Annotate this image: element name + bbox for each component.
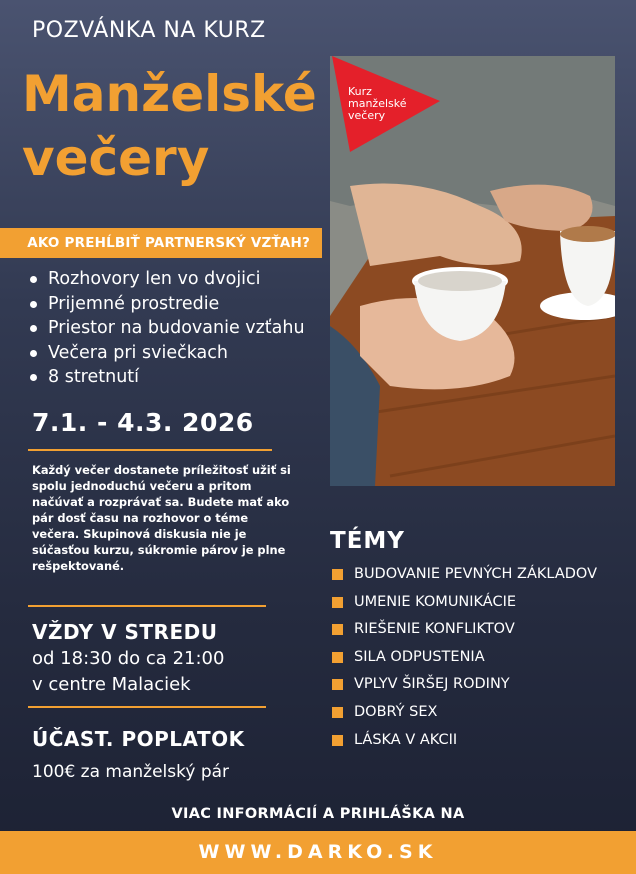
subhead-text: AKO PREHĹBIŤ PARTNERSKÝ VZŤAH? xyxy=(27,235,310,251)
bullet-dot-icon xyxy=(30,374,37,381)
title-line-1: Manželské xyxy=(22,65,317,123)
schedule-place: v centre Malaciek xyxy=(32,674,191,695)
subhead-banner xyxy=(0,228,322,258)
divider xyxy=(28,605,266,607)
square-bullet-icon xyxy=(332,624,343,635)
bullet-dot-icon xyxy=(30,350,37,357)
topic-item: VPLYV ŠIRŠEJ RODINY xyxy=(332,676,597,704)
topic-item: RIEŠENIE KONFLIKTOV xyxy=(332,621,597,649)
website-banner[interactable] xyxy=(0,831,636,874)
feature-item: Večera pri sviečkach xyxy=(28,341,305,366)
divider xyxy=(28,706,266,708)
bullet-dot-icon xyxy=(30,325,37,332)
schedule-heading: VŽDY V STREDU xyxy=(32,620,218,644)
fee-amount: 100€ za manželský pár xyxy=(32,762,230,782)
feature-item: Priestor na budovanie vzťahu xyxy=(28,316,305,341)
feature-list xyxy=(28,267,305,390)
topic-item: DOBRÝ SEX xyxy=(332,704,597,732)
title-line-2: večery xyxy=(22,129,210,187)
square-bullet-icon xyxy=(332,652,343,663)
topics-list xyxy=(332,566,597,759)
pretitle: POZVÁNKA NA KURZ xyxy=(32,18,266,43)
square-bullet-icon xyxy=(332,679,343,690)
more-info-text: VIAC INFORMÁCIÍ A PRIHLÁŠKA NA xyxy=(171,806,465,822)
square-bullet-icon xyxy=(332,597,343,608)
course-dates: 7.1. - 4.3. 2026 xyxy=(32,408,254,437)
badge-text: Kurz manželské večery xyxy=(348,85,407,122)
feature-item: Rozhovory len vo dvojici xyxy=(28,267,305,292)
fee-heading: ÚČAST. POPLATOK xyxy=(32,727,245,751)
square-bullet-icon xyxy=(332,569,343,580)
bullet-dot-icon xyxy=(30,276,37,283)
feature-item: Prijemné prostredie xyxy=(28,292,305,317)
main-title xyxy=(22,62,322,190)
square-bullet-icon xyxy=(332,735,343,746)
couple-photo xyxy=(330,56,615,486)
topic-item: SILA ODPUSTENIA xyxy=(332,649,597,677)
bullet-dot-icon xyxy=(30,301,37,308)
website-link[interactable]: WWW.DARKO.SK xyxy=(198,841,438,863)
square-bullet-icon xyxy=(332,707,343,718)
topic-item: BUDOVANIE PEVNÝCH ZÁKLADOV xyxy=(332,566,597,594)
topic-item: UMENIE KOMUNIKÁCIE xyxy=(332,594,597,622)
topic-item: LÁSKA V AKCII xyxy=(332,732,597,760)
schedule-time: od 18:30 do ca 21:00 xyxy=(32,648,225,669)
divider xyxy=(28,449,272,451)
course-description: Každý večer dostanete príležitosť užiť si spolu jednoduchú večeru a pritom načúvať a rozprávať sa. Budete mať ako pár dosť času na rozhovor o téme večera. Skupinová diskusia nie je súčasťou kurzu, súkromie párov je plne rešpektované. xyxy=(32,463,291,573)
topics-heading: TÉMY xyxy=(330,528,405,554)
feature-item: 8 stretnutí xyxy=(28,365,305,390)
